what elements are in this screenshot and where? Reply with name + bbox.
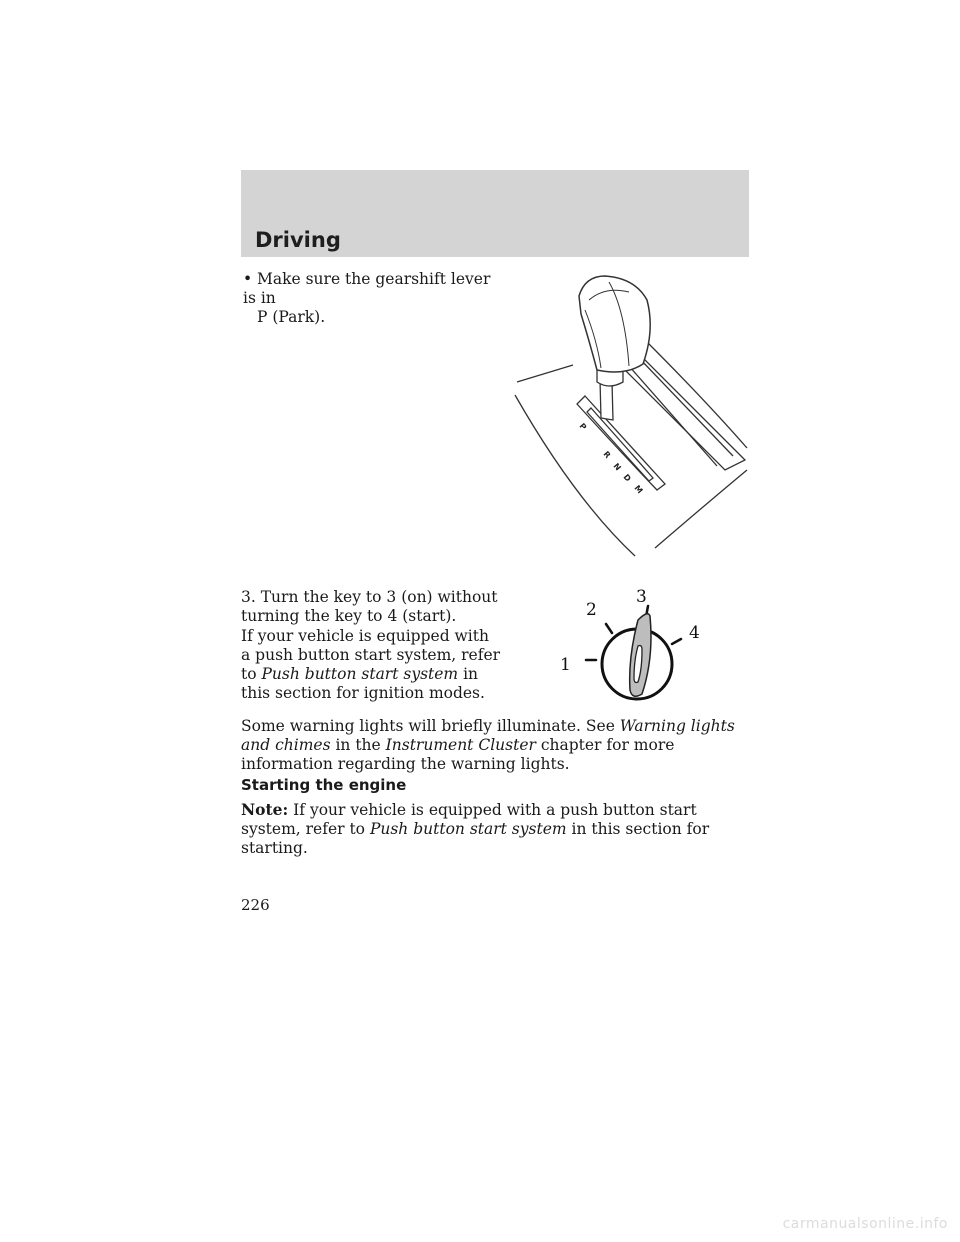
warning-text-mid: in the — [330, 736, 386, 754]
instrument-cluster-ref: Instrument Cluster — [385, 736, 536, 754]
section-title: Driving — [255, 228, 341, 252]
starting-engine-heading: Starting the engine — [241, 776, 407, 794]
bullet-line-2: P (Park). — [257, 308, 326, 326]
gear-label-d: D — [621, 472, 633, 484]
warning-text-post: chapter for more information regarding the warning lights. — [241, 736, 675, 773]
push-button-paragraph — [241, 627, 503, 703]
push-button-ref: Push button start system — [261, 665, 459, 683]
ignition-label-3: 3 — [636, 587, 647, 607]
note-text-pre: If your vehicle is equipped with a push button start system, refer to — [241, 801, 697, 838]
bullet-glyph: • — [243, 270, 253, 288]
bullet-line-1: Make sure the gearshift lever is in — [243, 270, 491, 307]
push-button-text-pre: If your vehicle is equipped with a push button start system, refer to — [241, 627, 501, 683]
ignition-label-2: 2 — [586, 600, 597, 620]
warning-text-pre: Some warning lights will briefly illuminate. See — [241, 717, 620, 735]
push-button-text-post: in this section for ignition modes. — [241, 665, 485, 702]
gear-label-n: N — [611, 461, 623, 473]
gear-label-m: M — [632, 483, 645, 496]
step-3-text: 3. Turn the key to 3 (on) without turning the key to 4 (start). — [241, 588, 498, 625]
warning-lights-paragraph — [241, 717, 749, 774]
gearshift-illustration — [505, 270, 755, 560]
bullet-item — [243, 270, 505, 327]
note-paragraph — [241, 800, 749, 858]
gear-label-p: P — [577, 421, 589, 432]
ignition-label-4: 4 — [689, 623, 700, 643]
gear-label-r: R — [601, 449, 613, 461]
note-label: Note: — [241, 800, 289, 819]
note-text-post: in this section for starting. — [241, 820, 710, 857]
page-number: 226 — [241, 896, 270, 914]
watermark: carmanualsonline.info — [782, 1216, 948, 1232]
warning-lights-ref: Warning lights and chimes — [241, 717, 735, 754]
ignition-diagram — [550, 578, 720, 708]
note-push-button-ref: Push button start system — [369, 820, 567, 838]
ignition-label-1: 1 — [560, 655, 571, 675]
